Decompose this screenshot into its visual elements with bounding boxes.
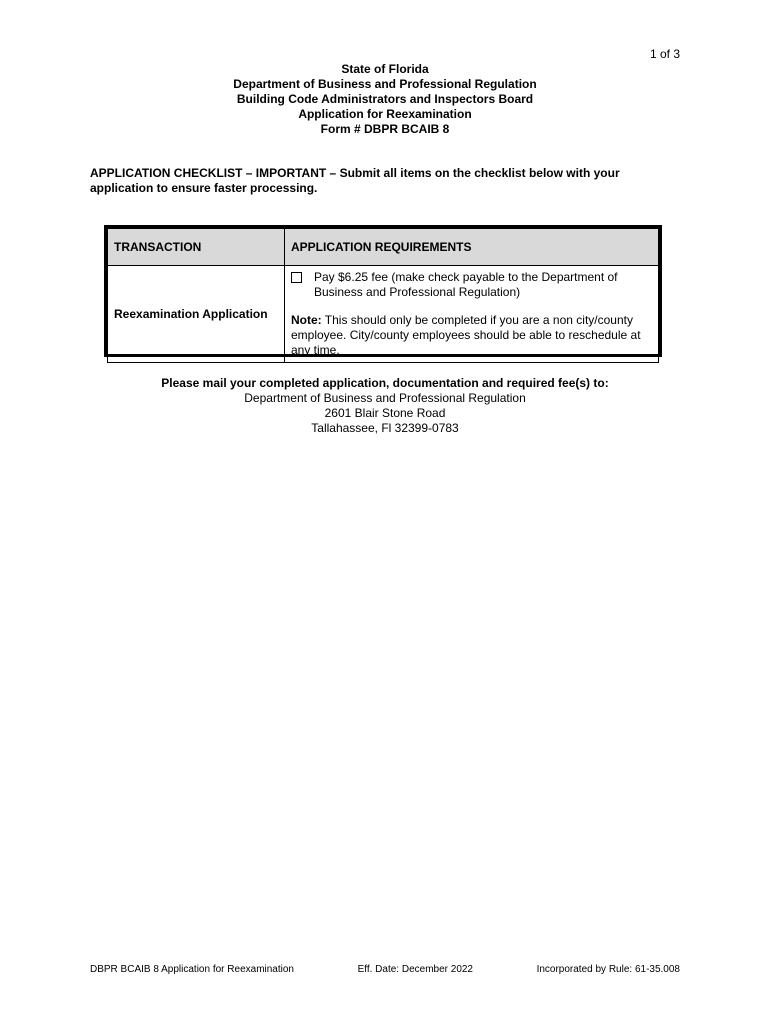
footer-rule: Incorporated by Rule: 61-35.008 (536, 964, 680, 975)
header-department: Department of Business and Professional Regulation (233, 77, 537, 91)
page-footer (90, 964, 680, 975)
column-header-transaction: TRANSACTION (108, 229, 285, 266)
requirement-note (291, 313, 652, 358)
mail-heading: Please mail your completed application, documentation and required fee(s) to: (161, 376, 609, 390)
column-header-requirements: APPLICATION REQUIREMENTS (285, 229, 659, 266)
header-state: State of Florida (341, 62, 429, 76)
mail-address-line2: 2601 Blair Stone Road (324, 406, 446, 420)
requirement-text: Pay $6.25 fee (make check payable to the Department of Business and Professional Regulation) (314, 270, 618, 299)
mailing-instructions (0, 376, 770, 436)
note-label: Note: (291, 313, 322, 327)
table-header-row (108, 229, 659, 266)
document-header (0, 62, 770, 137)
checkbox-icon[interactable] (291, 272, 302, 283)
requirement-item (291, 270, 652, 300)
checklist-table (104, 225, 662, 357)
header-board: Building Code Administrators and Inspectors Board (236, 92, 534, 106)
page-number: 1 of 3 (649, 47, 680, 61)
mail-address-line3: Tallahassee, Fl 32399-0783 (311, 421, 459, 435)
checklist-intro: APPLICATION CHECKLIST – IMPORTANT – Submit all items on the checklist below with your application to ensure faster processing. (90, 166, 620, 195)
transaction-cell: Reexamination Application (108, 266, 285, 363)
note-text: This should only be completed if you are a non city/county employee. City/county employees should be able to reschedule at any time. (291, 313, 641, 357)
footer-form-name: DBPR BCAIB 8 Application for Reexamination (90, 964, 294, 975)
header-form-title: Application for Reexamination (298, 107, 472, 121)
table-row (108, 266, 659, 363)
header-form-number: Form # DBPR BCAIB 8 (320, 122, 450, 136)
requirements-cell (285, 266, 659, 363)
footer-effective-date: Eff. Date: December 2022 (357, 964, 473, 975)
mail-address-line1: Department of Business and Professional Regulation (244, 391, 526, 405)
